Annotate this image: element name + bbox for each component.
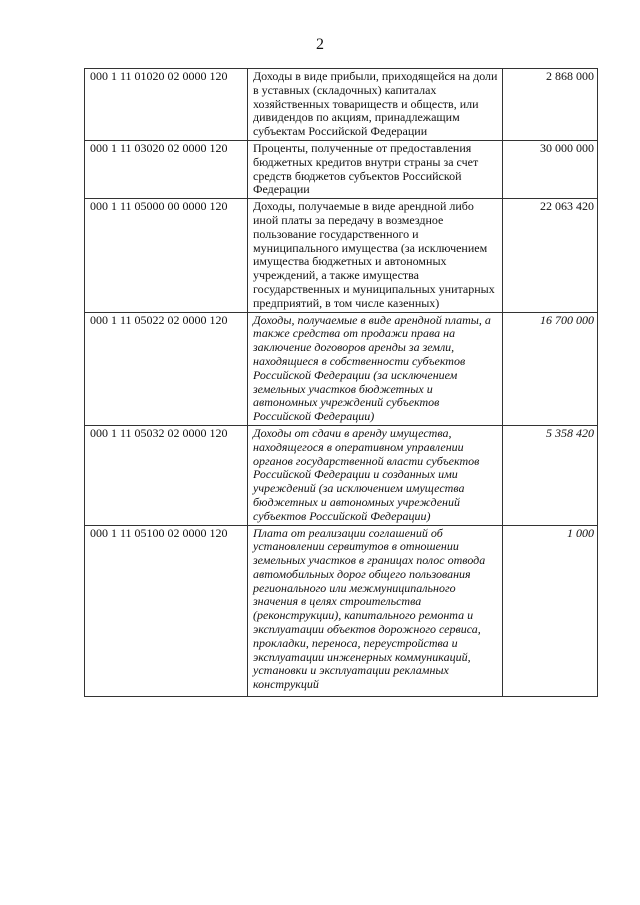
revenue-table <box>84 68 598 697</box>
page-number: 2 <box>316 36 324 53</box>
table-row <box>85 199 598 312</box>
revenue-amount: 1 000 <box>503 525 598 697</box>
revenue-amount: 16 700 000 <box>503 312 598 425</box>
revenue-amount: 5 358 420 <box>503 425 598 525</box>
table-row <box>85 525 598 697</box>
revenue-code: 000 1 11 05100 02 0000 120 <box>85 525 248 697</box>
revenue-code: 000 1 11 05000 00 0000 120 <box>85 199 248 312</box>
revenue-description: Доходы от сдачи в аренду имущества, находящегося в оперативном управлении органов государственной власти субъектов Российской Федерации и созданных ими учреждений (за исключением имущества бюджетных и автономных учреждений субъектов Российской Федерации) <box>248 425 503 525</box>
revenue-code: 000 1 11 05022 02 0000 120 <box>85 312 248 425</box>
revenue-amount: 2 868 000 <box>503 69 598 141</box>
revenue-description: Доходы, получаемые в виде арендной платы, а также средства от продажи права на заключение договоров аренды за земли, находящиеся в собственности субъектов Российской Федерации (за исключением земельных участков бюджетных и автономных учреждений субъектов Российской Федерации) <box>248 312 503 425</box>
revenue-code: 000 1 11 01020 02 0000 120 <box>85 69 248 141</box>
revenue-description: Плата от реализации соглашений об установлении сервитутов в отношении земельных участков в границах полос отвода автомобильных дорог общего пользования регионального или межмуниципального значения в целях строительства (реконструкции), капитального ремонта и эксплуатации объектов дорожного сервиса, прокладки, переноса, переустройства и эксплуатации инженерных коммуникаций, установки и эксплуатации рекламных конструкций <box>248 525 503 697</box>
revenue-description: Проценты, полученные от предоставления бюджетных кредитов внутри страны за счет средств бюджетов субъектов Российской Федерации <box>248 140 503 198</box>
table-row <box>85 425 598 525</box>
table-row <box>85 312 598 425</box>
table-row <box>85 140 598 198</box>
revenue-code: 000 1 11 05032 02 0000 120 <box>85 425 248 525</box>
revenue-code: 000 1 11 03020 02 0000 120 <box>85 140 248 198</box>
table-row <box>85 69 598 141</box>
revenue-description: Доходы, получаемые в виде арендной либо иной платы за передачу в возмездное пользование государственного и муниципального имущества (за исключением имущества бюджетных и автономных учреждений, а также имущества государственных и муниципальных унитарных предприятий, в том числе казенных) <box>248 199 503 312</box>
revenue-amount: 30 000 000 <box>503 140 598 198</box>
revenue-description: Доходы в виде прибыли, приходящейся на доли в уставных (складочных) капиталах хозяйственных товариществ и обществ, или дивидендов по акциям, принадлежащим субъектам Российской Федерации <box>248 69 503 141</box>
revenue-amount: 22 063 420 <box>503 199 598 312</box>
